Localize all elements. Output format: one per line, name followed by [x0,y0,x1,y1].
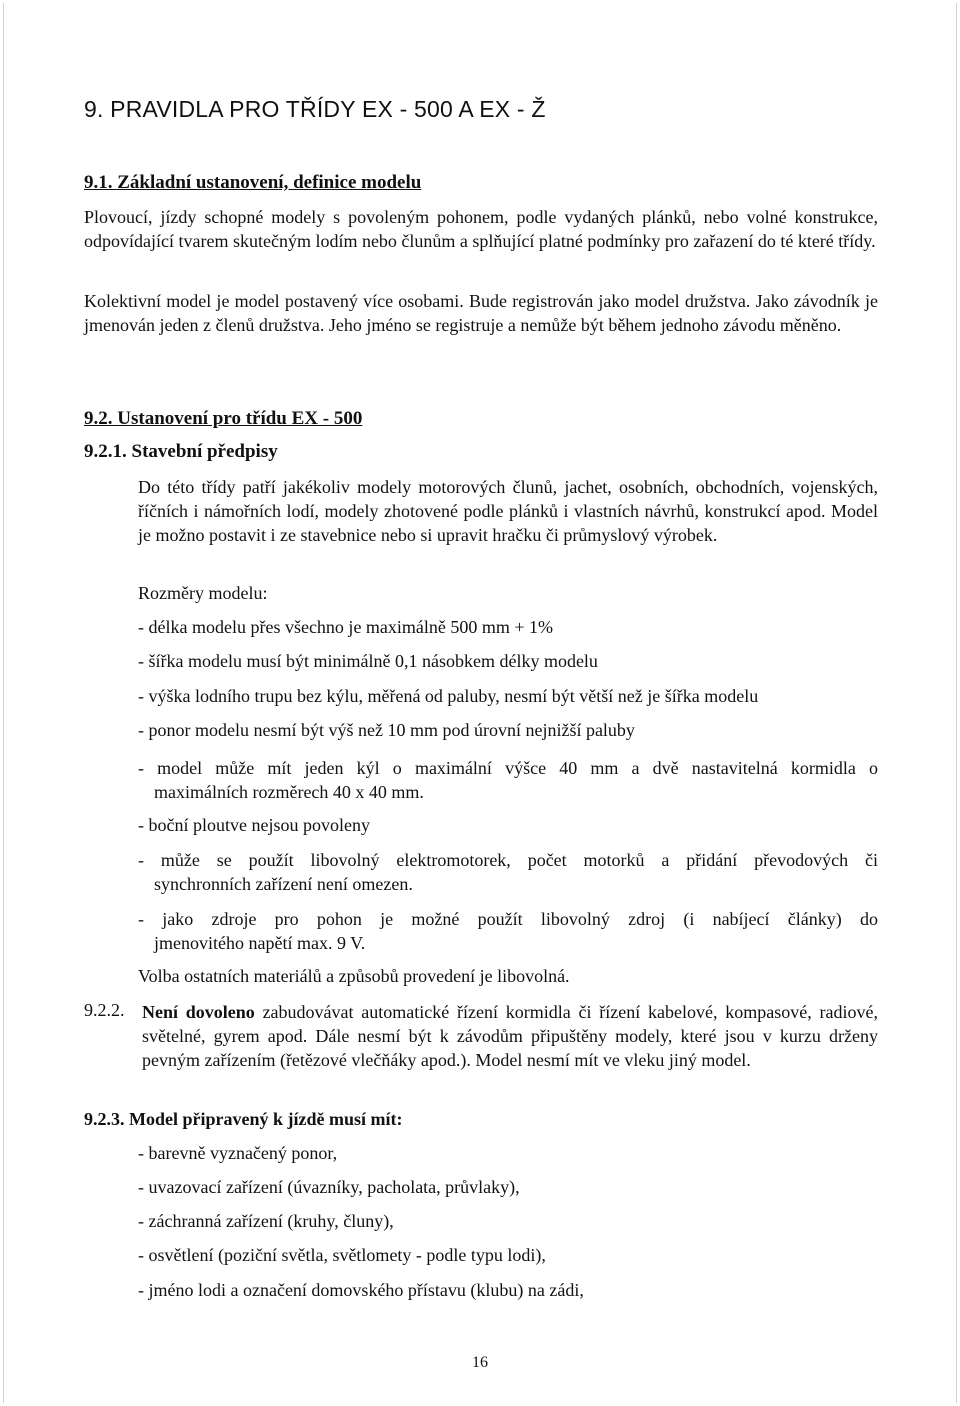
paragraph-collective-model: Kolektivní model je model postavený více osobami. Bude registrován jako model družstva. Jako závodník je jmenován jeden z členů družstva. Jeho jméno se registruje a nemůže být během jednoho závodu měněno. [84,291,878,335]
list-item: - délka modelu přes všechno je maximálně 500 mm + 1% [138,617,554,637]
list-item-motor-line1: - může se použít libovolný elektromotorek, počet motorků a přidání převodových či [138,850,878,870]
list-item: - ponor modelu nesmí být výš než 10 mm pod úrovní nejnižší paluby [138,720,635,740]
subsection-heading-9-2-3: 9.2.3. Model připravený k jízdě musí mít: [84,1109,403,1129]
list-item: - osvětlení (poziční světla, světlomety - podle typu lodi), [138,1245,546,1265]
section-heading-9-2: 9.2. Ustanovení pro třídu EX - 500 [84,408,363,429]
list-item-motor-line2: synchronních zařízení není omezen. [154,874,413,894]
list-item-keel [138,756,878,804]
list-item-fins: - boční ploutve nejsou povoleny [138,815,370,835]
list-item-power [138,907,878,955]
list-item: - uvazovací zařízení (úvazníky, pacholata, průvlaky), [138,1177,520,1197]
paragraph-building-rules: Do této třídy patří jakékoliv modely motorových člunů, jachet, osobních, obchodních, vojenských, říčních i námořních lodí, modely zhotovené podle plánků i vlastních návrhů, konstrukcí apod. Model je možno postavit i ze stavebnice nebo si upravit hračku či průmyslový výrobek. [138,477,878,545]
page-title: 9. PRAVIDLA PRO TŘÍDY EX - 500 A EX - Ž [84,96,546,122]
dimensions-label: Rozměry modelu: [138,583,268,603]
subsection-heading-9-2-1: 9.2.1. Stavební předpisy [84,441,278,462]
paragraph-definition: Plovoucí, jízdy schopné modely s povoleným pohonem, podle vydaných plánků, nebo volné konstrukce, odpovídající tvarem skutečným lodím nebo člunům a splňující platné podmínky pro zařazení do té které třídy. [84,207,878,251]
list-item-power-line1: - jako zdroje pro pohon je možné použít libovolný zdroj (i nabíjecí články) do [138,909,878,929]
list-item: - šířka modelu musí být minimálně 0,1 násobkem délky modelu [138,651,598,671]
list-item: - výška lodního trupu bez kýlu, měřená od paluby, nesmí být větší než je šířka modelu [138,686,759,706]
paragraph-not-allowed [142,1000,878,1072]
page-number: 16 [472,1354,488,1371]
list-item: - barevně vyznačený ponor, [138,1143,338,1163]
list-item-keel-line2: maximálních rozměrech 40 x 40 mm. [154,782,424,802]
not-allowed-emphasis: Není dovoleno [142,1002,255,1022]
list-item-motor [138,848,878,896]
list-item: - záchranná zařízení (kruhy, čluny), [138,1211,394,1231]
paragraph-materials: Volba ostatních materiálů a způsobů provedení je libovolná. [138,966,570,986]
section-heading-9-1: 9.1. Základní ustanovení, definice modelu [84,172,422,193]
subsection-number-9-2-2: 9.2.2. [84,1000,125,1020]
list-item-keel-line1: - model může mít jeden kýl o maximální výšce 40 mm a dvě nastavitelná kormidla o [138,758,878,778]
list-item-power-line2: jmenovitého napětí max. 9 V. [154,933,366,953]
not-allowed-text: zabudovávat automatické řízení kormidla či řízení kabelové, kompasové, radiové, světelné, gyrem apod. Dále nesmí být k závodům připuštěny modely, které jsou v kurzu drženy pevným zařízením (řetězové vlečňáky apod.). Model nesmí mít ve vleku jiný model. [142,1002,879,1070]
list-item: - jméno lodi a označení domovského přístavu (klubu) na zádi, [138,1280,584,1300]
